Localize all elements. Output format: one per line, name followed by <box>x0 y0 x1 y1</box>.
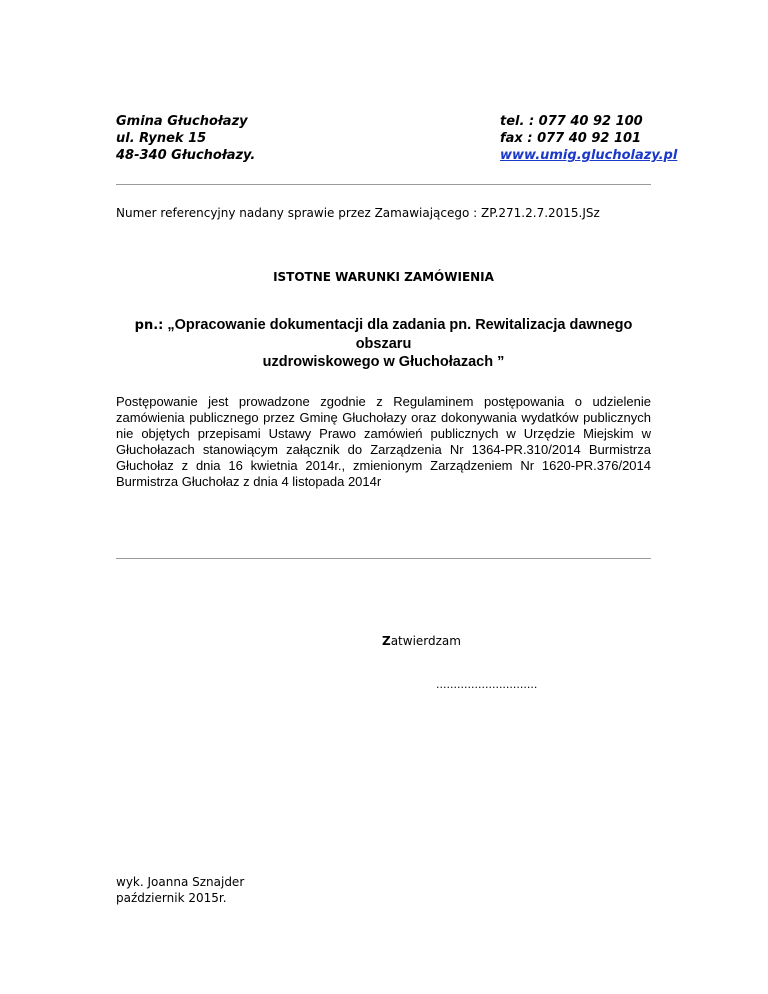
issuer-website-link[interactable]: www.umig.glucholazy.pl <box>500 148 678 163</box>
header-divider <box>116 184 651 185</box>
subject-line-1: „Opracowanie dokumentacji dla zadania pn. Rewitalizacja dawnego obszaru <box>163 317 633 352</box>
procedure-paragraph: Postępowanie jest prowadzone zgodnie z Regulaminem postępowania o udzielenie zamówienia publicznego przez Gminę Głuchołazy oraz dokonywania wydatków publicznych nie objętych przepisami Ustawy Prawo zamówień publicznych w Urzędzie Miejskim w Głuchołazach stanowiącym załącznik do Zarządzenia Nr 1364-PR.310/2014 Burmistrza Głuchołaz z dnia 16 kwietnia 2014r., zmienionym Zarządzeniem Nr 1620-PR.376/2014 Burmistrza Głuchołaz z dnia 4 listopada 2014r <box>116 394 651 489</box>
document-subject <box>116 316 651 371</box>
document-date: październik 2015r. <box>116 891 227 905</box>
approval-label <box>382 634 461 648</box>
issuer-name: Gmina Głuchołazy <box>116 114 248 129</box>
reference-number: Numer referencyjny nadany sprawie przez Zamawiającego : ZP.271.2.7.2015.JSz <box>116 206 600 220</box>
body-divider <box>116 558 651 559</box>
issuer-street: ul. Rynek 15 <box>116 131 207 146</box>
approval-first-letter: Z <box>382 634 391 648</box>
footer-block <box>116 874 244 906</box>
issuer-website-row <box>500 147 677 164</box>
signature-line: ............................. <box>436 678 538 691</box>
issuer-contact-block <box>500 113 677 164</box>
issuer-address-block <box>116 113 255 164</box>
subject-prefix: pn.: <box>134 318 164 333</box>
issuer-city: 48-340 Głuchołazy. <box>116 148 256 163</box>
issuer-phone: tel. : 077 40 92 100 <box>500 114 643 129</box>
subject-line-2: uzdrowiskowego w Głuchołazach ” <box>262 354 505 370</box>
document-title: ISTOTNE WARUNKI ZAMÓWIENIA <box>273 270 494 284</box>
issuer-fax: fax : 077 40 92 101 <box>500 131 642 146</box>
approval-rest: atwierdzam <box>390 634 461 648</box>
author-name: wyk. Joanna Sznajder <box>116 875 245 889</box>
